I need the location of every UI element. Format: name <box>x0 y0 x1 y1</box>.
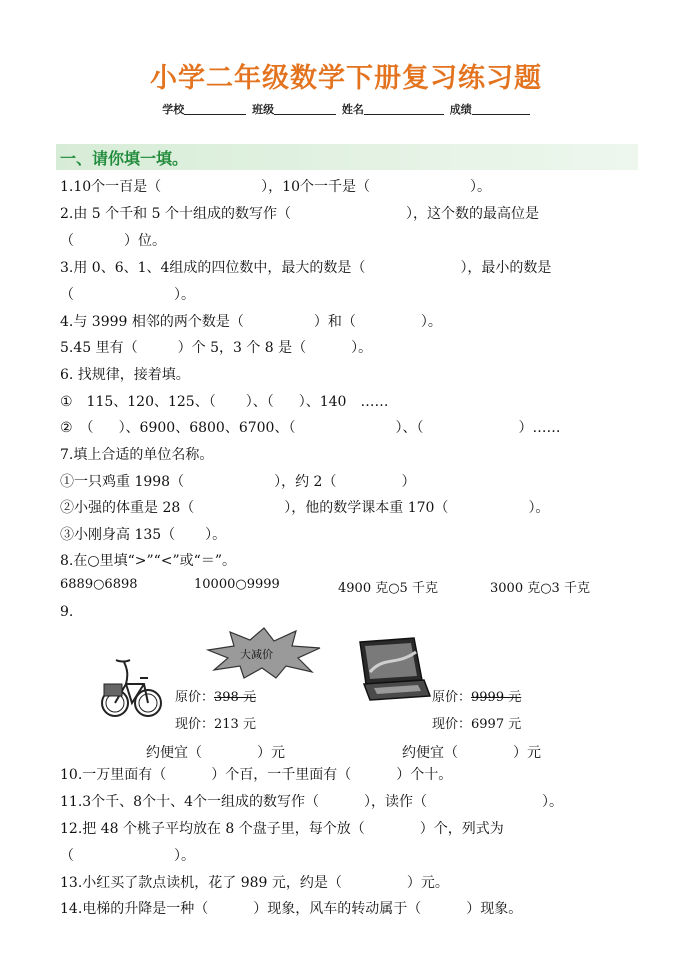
q7-text: ） <box>401 474 416 490</box>
q11-text: 11.3个千、8个十、4个一组成的数写作（ <box>60 794 319 810</box>
bike-original-price: 原价：398 元 <box>175 690 256 705</box>
laptop-current-value: 6997 元 <box>471 717 522 732</box>
question-12-cont <box>60 845 195 865</box>
bike-current-price: 现价：213 元 <box>175 717 256 732</box>
class-blank[interactable] <box>274 103 336 115</box>
q13-text: 13.小红买了款点读机，花了 989 元，约是（ <box>60 875 342 891</box>
q4-text: ）和（ <box>313 314 356 330</box>
q7-text: ②小强的体重是 28（ <box>60 500 195 516</box>
question-6: 6. 找规律，接着填。 <box>60 367 190 383</box>
q13-text: ）元。 <box>406 875 449 891</box>
question-11 <box>60 791 563 811</box>
question-7: 7.填上合适的单位名称。 <box>60 447 214 463</box>
q3-text: （ <box>60 287 74 303</box>
q6-text: ）、（ <box>395 420 424 436</box>
q3-text: ）。 <box>174 287 195 303</box>
compare-item-4[interactable]: 3000 克○3 千克 <box>490 581 590 596</box>
question-1 <box>60 176 491 196</box>
question-2 <box>60 203 635 223</box>
q6-text: ① 115、120、125、（ <box>60 394 216 410</box>
q11-text: ）。 <box>542 794 563 810</box>
q1-text: ），10个一千是（ <box>261 179 370 195</box>
question-13 <box>60 872 449 892</box>
question-7-row-1 <box>60 471 415 491</box>
bike-savings: 约便宜（ ）元 <box>146 745 285 761</box>
q2-text: ），这个数的最高位是 <box>405 206 539 222</box>
q2-text: 2.由 5 个千和 5 个十组成的数写作（ <box>60 206 291 222</box>
laptop-current-price: 现价：6997 元 <box>432 717 522 732</box>
q14-text: ）现象，风车的转动属于（ <box>253 901 422 917</box>
class-label: 班级 <box>252 103 275 116</box>
question-3 <box>60 257 635 277</box>
q5-text: ）个 5，3 个 8 是（ <box>177 340 307 356</box>
sale-banner-text: 大减价 <box>240 648 273 661</box>
q1-text: 1.10个一百是（ <box>60 179 162 195</box>
compare-item-3[interactable]: 4900 克○5 千克 <box>338 581 438 596</box>
section-title: 一、请你填一填。 <box>60 149 189 168</box>
section-header <box>56 144 638 170</box>
q2-text: （ <box>60 233 74 249</box>
q5-text: ）。 <box>351 340 373 356</box>
compare-item-1[interactable]: 6889○6898 <box>60 577 138 592</box>
laptop-icon <box>356 636 432 702</box>
question-5 <box>60 337 372 357</box>
question-12 <box>60 818 635 838</box>
q12-text: 12.把 48 个桃子平均放在 8 个盘子里，每个放（ <box>60 821 365 837</box>
q6-text: ② （ <box>60 420 94 436</box>
question-6-row-1 <box>60 391 388 411</box>
score-label: 成绩 <box>449 103 472 116</box>
laptop-original-price: 原价：9999 元 <box>432 690 522 705</box>
name-blank[interactable] <box>364 103 444 115</box>
question-9: 9. <box>60 604 74 620</box>
q10-text: ）个百，一千里面有（ <box>211 767 352 783</box>
compare-item-2[interactable]: 10000○9999 <box>194 577 280 592</box>
score-blank[interactable] <box>472 103 530 115</box>
q12-text: （ <box>60 848 74 864</box>
question-6-row-2 <box>60 417 560 437</box>
q2-text: ）位。 <box>124 233 166 249</box>
bike-current-value: 213 元 <box>214 717 256 732</box>
q10-text: 10.一万里面有（ <box>60 767 167 783</box>
page-title: 小学二年级数学下册复习练习题 <box>150 63 542 94</box>
question-3-cont <box>60 284 195 304</box>
q10-text: ）个十。 <box>396 767 453 783</box>
q4-text: ）。 <box>420 314 442 330</box>
school-blank[interactable] <box>184 103 246 115</box>
q6-text: ）、140 …… <box>298 394 389 410</box>
q14-text: 14.电梯的升降是一种（ <box>60 901 209 917</box>
q7-text: ），约 2（ <box>274 474 337 490</box>
bike-original-value: 398 元 <box>214 690 256 705</box>
q12-text: ）个，列式为 <box>419 821 504 837</box>
school-label: 学校 <box>162 103 185 116</box>
q12-text: ）。 <box>174 848 195 864</box>
q14-text: ）现象。 <box>466 901 523 917</box>
laptop-original-value: 9999 元 <box>471 690 522 705</box>
bicycle-icon <box>98 656 164 722</box>
q6-text: ）、（ <box>245 394 274 410</box>
q11-text: ），读作（ <box>364 794 427 810</box>
student-info-line <box>0 101 692 117</box>
q7-text: ①一只鸡重 1998（ <box>60 474 185 490</box>
question-8: 8.在○里填“>”“<”或“＝”。 <box>60 553 236 569</box>
question-2-cont <box>60 230 166 250</box>
question-7-row-3 <box>60 524 226 544</box>
name-label: 姓名 <box>341 103 364 116</box>
q3-text: ），最小的数是 <box>460 260 552 276</box>
q4-text: 4.与 3999 相邻的两个数是（ <box>60 314 244 330</box>
laptop-savings: 约便宜（ ）元 <box>402 745 541 761</box>
question-4 <box>60 311 442 331</box>
q7-text: ），他的数学课本重 170（ <box>284 500 449 516</box>
question-14 <box>60 898 522 918</box>
q6-text: ）、6900、6800、6700、（ <box>118 420 296 436</box>
question-7-row-2 <box>60 497 549 517</box>
question-10 <box>60 764 452 784</box>
q7-text: ③小刚身高 135（ <box>60 527 176 543</box>
q5-text: 5.45 里有（ <box>60 340 138 356</box>
q6-text: ）…… <box>518 420 561 436</box>
q7-text: ）。 <box>528 500 550 516</box>
q7-text: ）。 <box>205 527 227 543</box>
q1-text: ）。 <box>470 179 491 195</box>
q3-text: 3.用 0、6、1、4组成的四位数中，最大的数是（ <box>60 260 366 276</box>
